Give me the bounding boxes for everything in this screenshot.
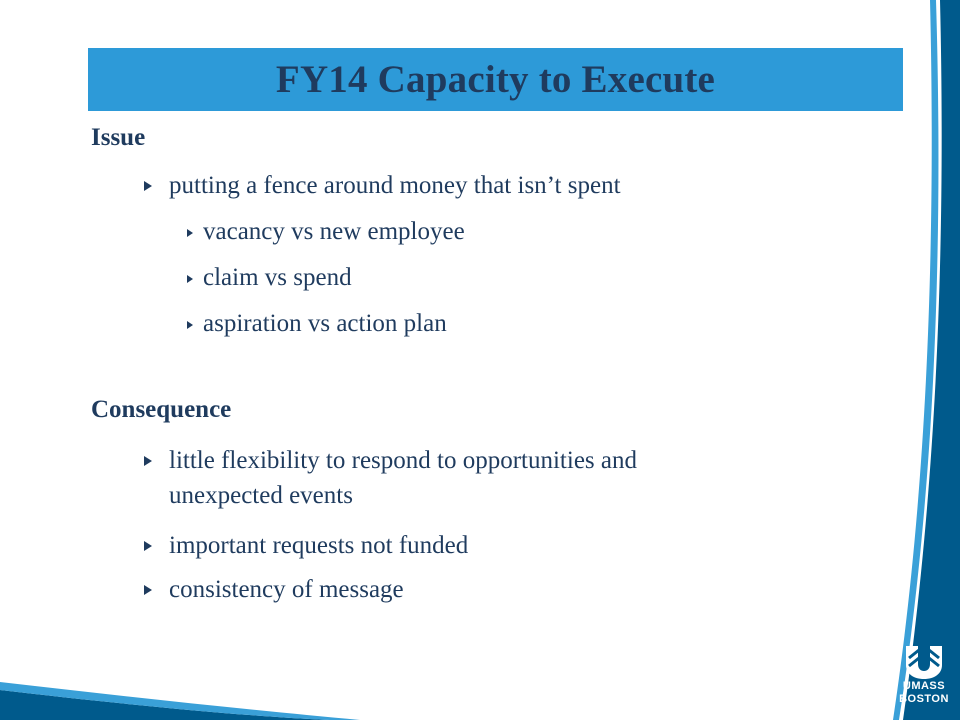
umass-boston-logo — [896, 640, 952, 716]
logo-line-2: BOSTON — [899, 693, 949, 705]
umass-shield-icon — [896, 640, 952, 680]
bullet-continuation — [169, 479, 353, 513]
bullet-arrow-icon — [144, 585, 152, 595]
sub-bullet-text: aspiration vs action plan — [203, 310, 447, 337]
bullet-item — [169, 169, 621, 203]
bullet-text: important requests not funded — [169, 532, 469, 559]
bullet-text: consistency of message — [169, 576, 404, 603]
bullet-arrow-icon — [187, 321, 193, 329]
bullet-text: little flexibility to respond to opportunities and — [169, 447, 637, 474]
bullet-arrow-icon — [144, 456, 152, 466]
sub-bullet-text: claim vs spend — [203, 264, 352, 291]
bullet-item — [169, 529, 468, 563]
bullet-text: unexpected events — [169, 482, 353, 509]
logo-line-1: UMASS — [902, 680, 946, 692]
bullet-arrow-icon — [187, 229, 193, 237]
section-heading-consequence: Consequence — [91, 396, 232, 423]
sub-bullet-item — [203, 307, 447, 341]
bullet-text: putting a fence around money that isn’t spent — [169, 172, 621, 199]
bullet-item — [169, 573, 404, 607]
bullet-arrow-icon — [144, 541, 152, 551]
sub-bullet-text: vacancy vs new employee — [203, 218, 465, 245]
sub-bullet-item — [203, 215, 465, 249]
slide-title: FY14 Capacity to Execute — [275, 58, 716, 101]
section-heading-issue: Issue — [91, 124, 146, 151]
title-bar — [88, 48, 903, 111]
bullet-arrow-icon — [187, 275, 193, 283]
sub-bullet-item — [203, 261, 352, 295]
bullet-arrow-icon — [144, 181, 152, 191]
bullet-item — [169, 444, 637, 478]
